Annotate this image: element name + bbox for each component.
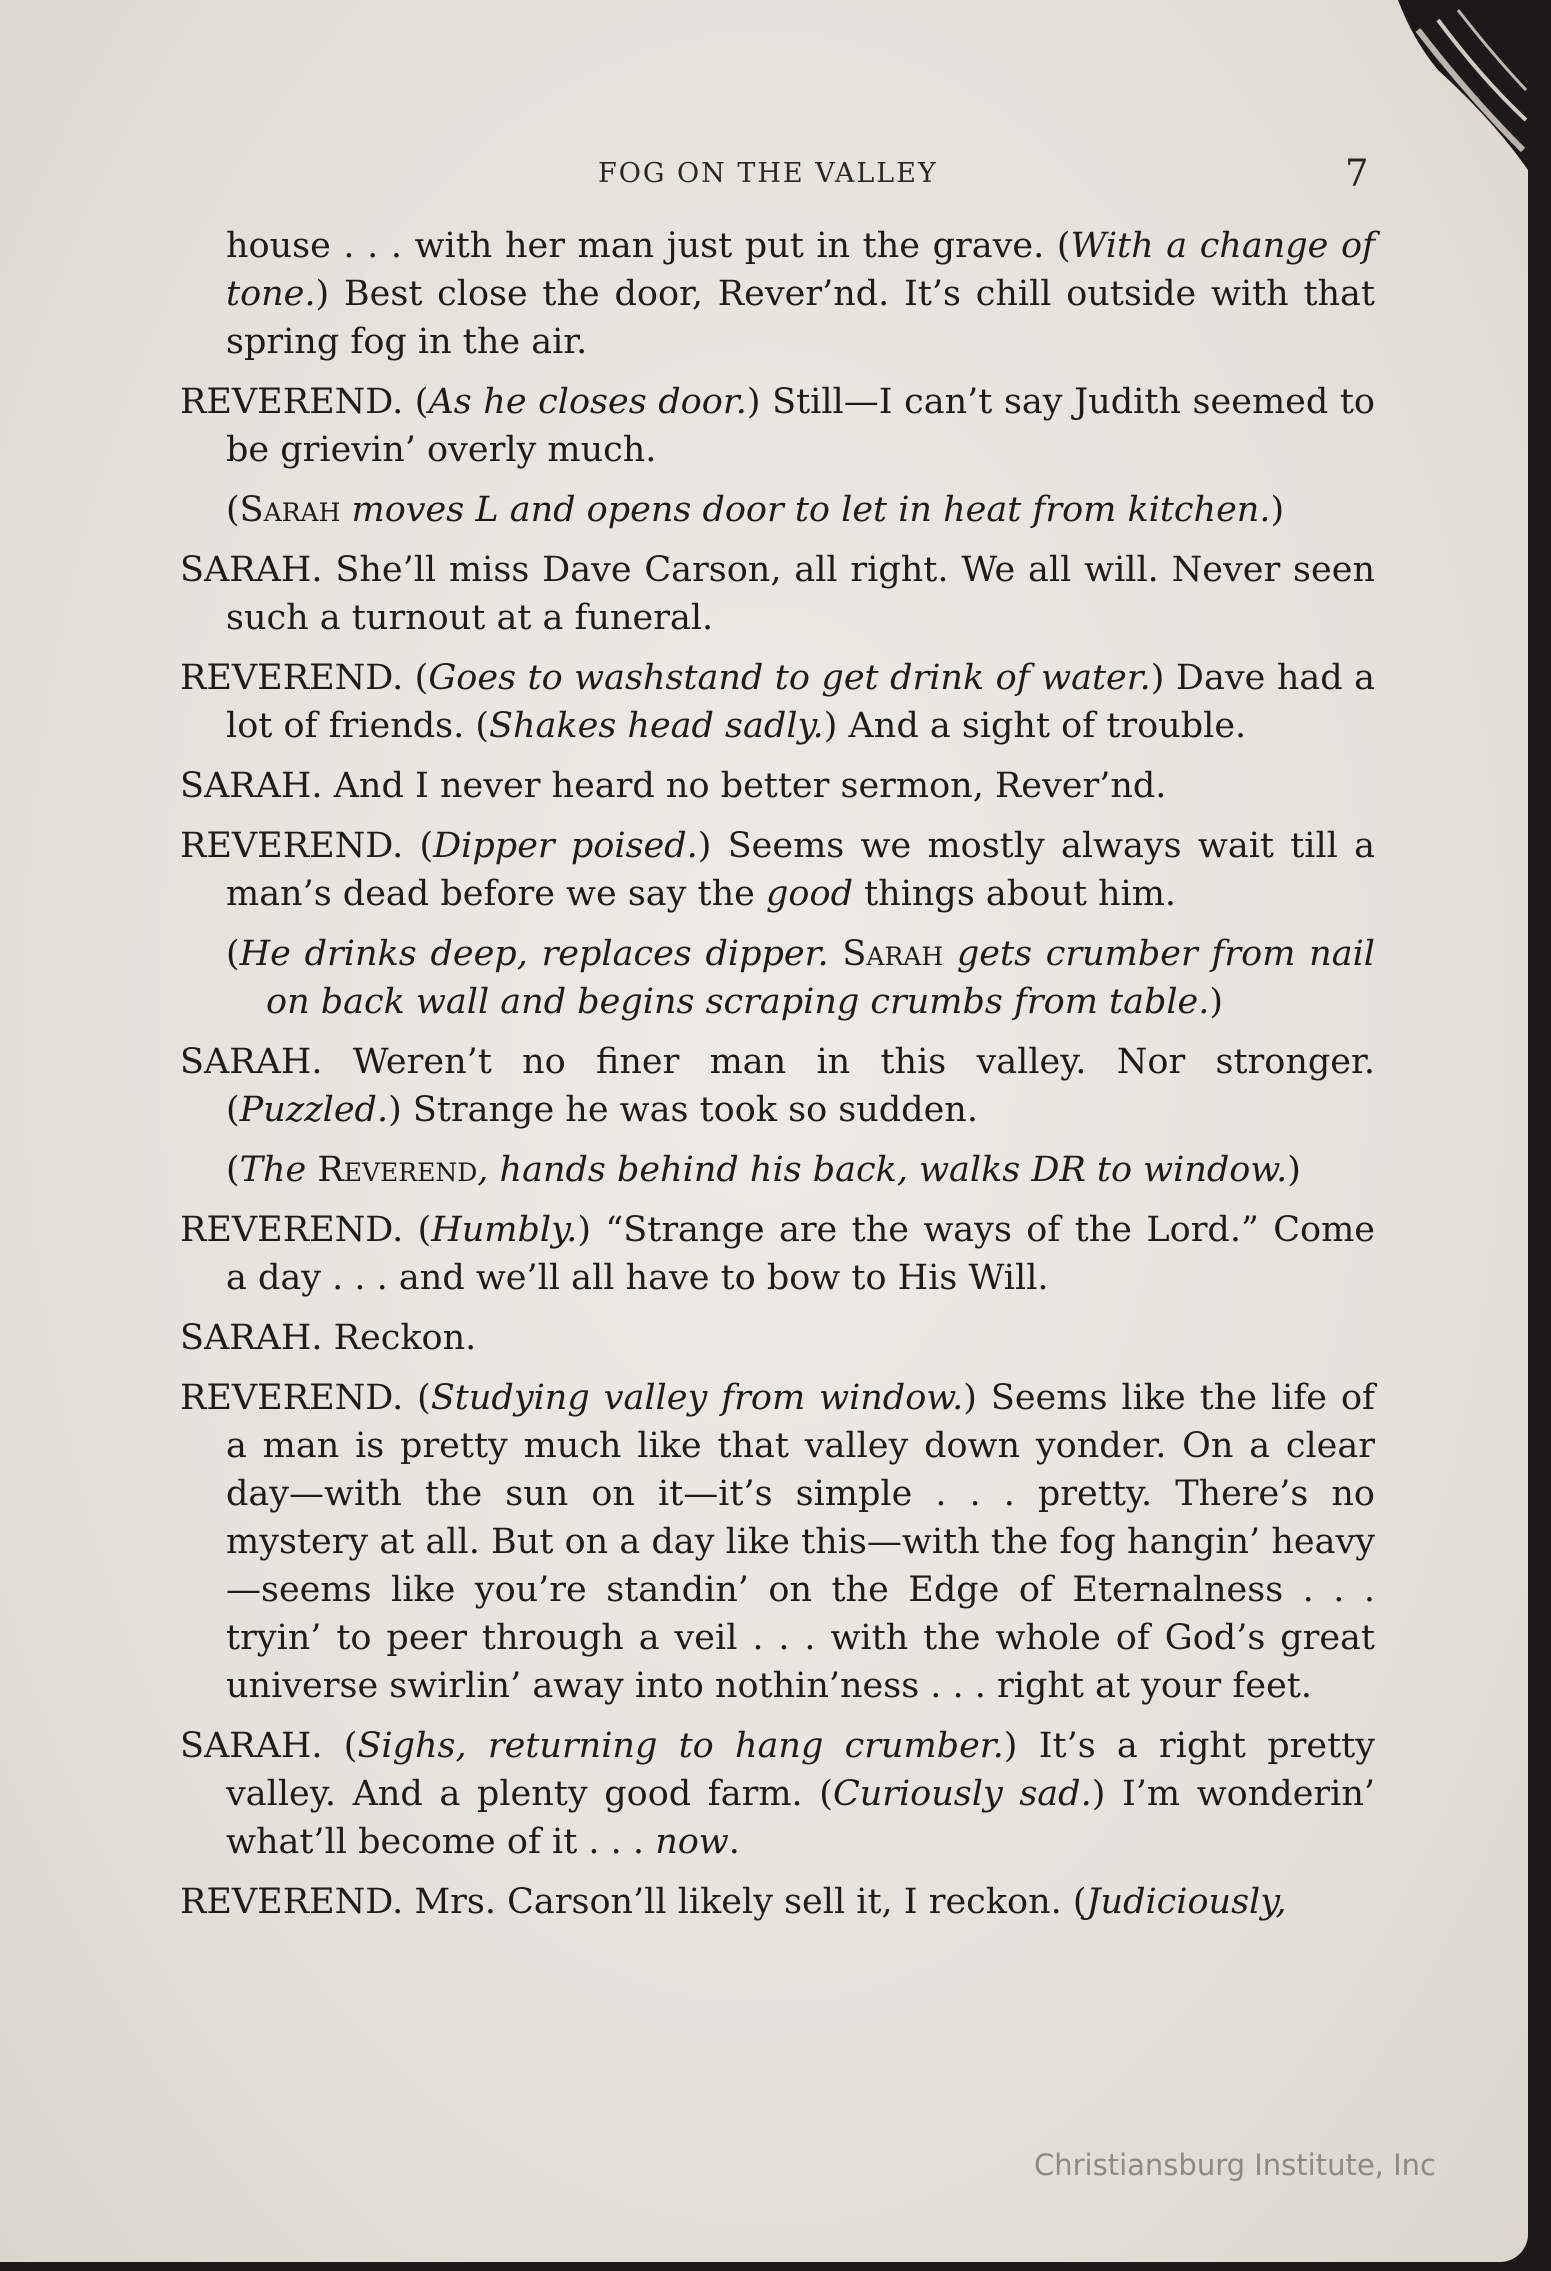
script-text (180, 222, 1375, 1938)
curled-page-corner (1398, 0, 1528, 170)
watermark: Christiansburg Institute, Inc (1034, 2148, 1436, 2182)
dialogue-sarah: SARAH. And I never heard no better sermon, Rever’nd. (180, 766, 1167, 806)
stage-direction: (Sarah moves L and opens door to let in heat from kitchen.) (226, 490, 1285, 530)
running-title: FOG ON THE VALLEY (598, 158, 938, 189)
dialogue-sarah: SARAH. She’ll miss Dave Carson, all right. We all will. Never seen such a turnout at a funeral. (180, 550, 1375, 638)
dialogue-reverend: REVEREND. (As he closes door.) Still—I can’t say Judith seemed to be grievin’ overly much. (180, 382, 1375, 470)
dialogue-reverend: REVEREND. (Studying valley from window.) Seems like the life of a man is pretty much like that valley down yonder. On a clear day—with the sun on it—it’s simple . . . pretty. There’s no mystery at all. But on a day like this—with the fog hangin’ heavy—seems like you’re standin’ on the Edge of Eternalness . . . tryin’ to peer through a veil . . . with the whole of God’s great universe swirlin’ away into nothin’ness . . . right at your feet. (180, 1378, 1375, 1706)
dialogue-reverend: REVEREND. (Dipper poised.) Seems we mostly always wait till a man’s dead before we say the good things about him. (180, 826, 1375, 914)
dialogue-sarah: SARAH. Weren’t no finer man in this valley. Nor stronger. (Puzzled.) Strange he was took so sudden. (180, 1042, 1375, 1130)
dialogue-continuation: house . . . with her man just put in the grave. (With a change of tone.) Best close the door, Rever’nd. It’s chill outside with that spring fog in the air. (226, 226, 1375, 362)
dialogue-sarah: SARAH. (Sighs, returning to hang crumber.) It’s a right pretty valley. And a plenty good farm. (Curiously sad.) I’m wonderin’ what’ll become of it . . . now. (180, 1726, 1376, 1862)
dialogue-reverend: REVEREND. Mrs. Carson’ll likely sell it, I reckon. (Judiciously, (180, 1882, 1287, 1922)
dialogue-reverend: REVEREND. (Goes to washstand to get drink of water.) Dave had a lot of friends. (Shakes head sadly.) And a sight of trouble. (180, 658, 1375, 746)
page-number: 7 (1345, 152, 1371, 195)
stage-direction: (He drinks deep, replaces dipper. Sarah gets crumber from nail on back wall and begins scraping crumbs from table.) (226, 934, 1375, 1022)
dialogue-reverend: REVEREND. (Humbly.) “Strange are the ways of the Lord.” Come a day . . . and we’ll all have to bow to His Will. (180, 1210, 1375, 1298)
stage-direction: (The Reverend, hands behind his back, walks DR to window.) (226, 1150, 1301, 1190)
dialogue-sarah: SARAH. Reckon. (180, 1318, 477, 1358)
